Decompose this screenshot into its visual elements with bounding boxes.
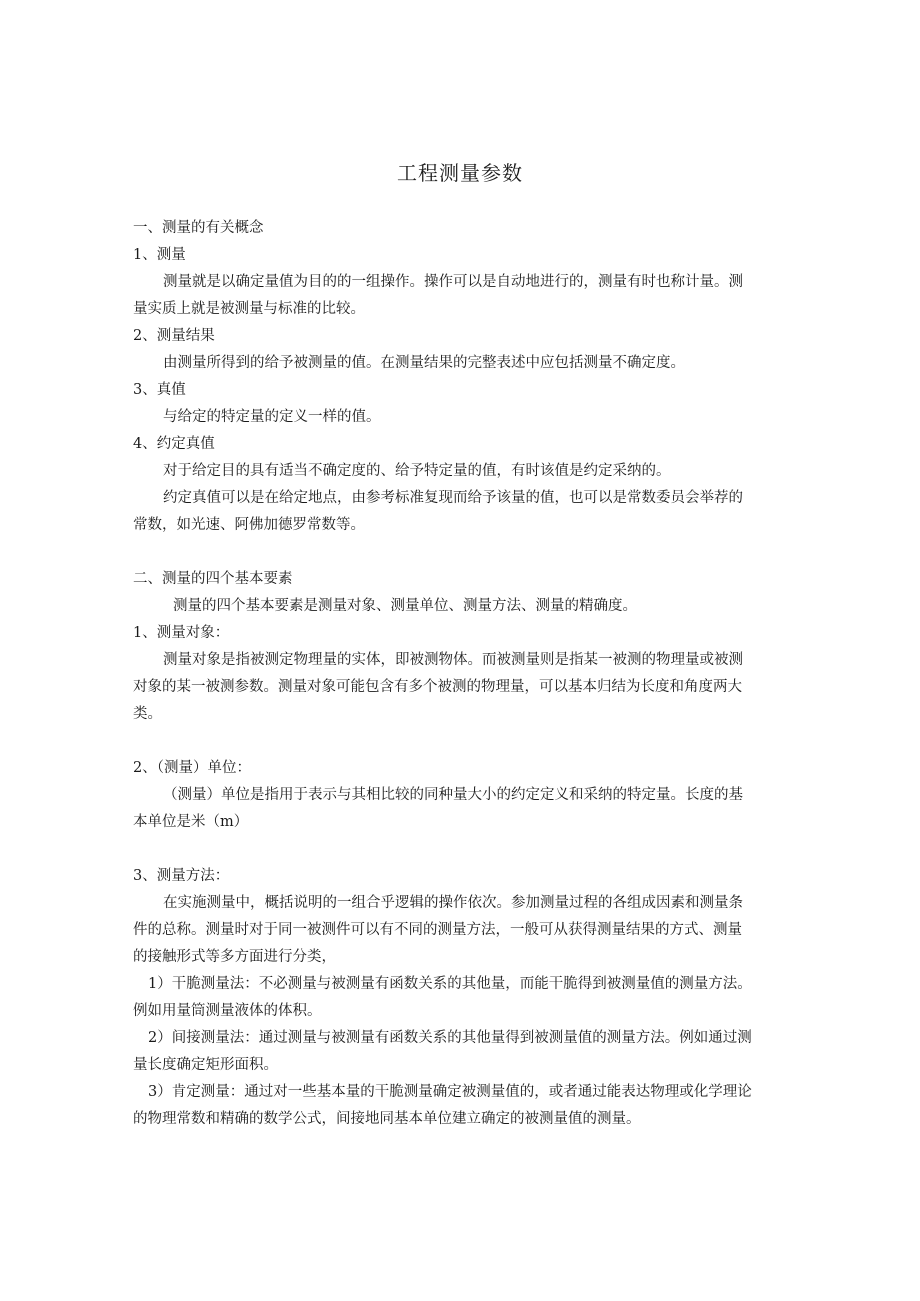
subsection-heading: 2、（测量）单位： — [133, 760, 251, 776]
paragraph-line: 量长度确定矩形面积。 — [133, 1057, 278, 1073]
paragraph-line: 由测量所得到的给予被测量的值。在测量结果的完整表述中应包括测量不确定度。 — [163, 355, 685, 371]
section-heading: 二、测量的四个基本要素 — [133, 571, 293, 587]
paragraph-line: 测量就是以确定量值为目的的一组操作。操作可以是自动地进行的，测量有时也称计量。测 — [163, 274, 743, 290]
paragraph-line: 在实施测量中，概括说明的一组合乎逻辑的操作依次。参加测量过程的各组成因素和测量条 — [163, 895, 743, 911]
list-item: 2）间接测量法：通过测量与被测量有函数关系的其他量得到被测量值的测量方法。例如通过测 — [148, 1030, 752, 1046]
paragraph-line: 对象的某一被测参数。测量对象可能包含有多个被测的物理量，可以基本归结为长度和角度两大 — [133, 679, 742, 695]
paragraph-line: 的物理常数和精确的数学公式，间接地同基本单位建立确定的被测量值的测量。 — [133, 1111, 641, 1127]
paragraph-line: 约定真值可以是在给定地点，由参考标准复现而给予该量的值，也可以是常数委员会举荐的 — [163, 490, 743, 506]
paragraph-line: 件的总称。测量时对于同一被测件可以有不同的测量方法，一般可从获得测量结果的方式、测量 — [133, 922, 742, 938]
paragraph-line: 的接触形式等多方面进行分类， — [133, 949, 336, 965]
paragraph-line: 对于给定目的具有适当不确定度的、给予特定量的值，有时该值是约定采纳的。 — [163, 463, 671, 479]
page-title: 工程测量参数 — [397, 161, 523, 185]
paragraph-line: 测量的四个基本要素是测量对象、测量单位、测量方法、测量的精确度。 — [173, 598, 637, 614]
paragraph-line: 与给定的特定量的定义一样的值。 — [163, 409, 381, 425]
paragraph-line: 量实质上就是被测量与标准的比较。 — [133, 301, 365, 317]
paragraph-line: 常数，如光速、阿佛加德罗常数等。 — [133, 517, 365, 533]
section-heading: 一、测量的有关概念 — [133, 220, 264, 236]
paragraph-line: （测量）单位是指用于表示与其相比较的同种量大小的约定定义和采纳的特定量。长度的基 — [163, 787, 743, 803]
subsection-heading: 3、测量方法： — [133, 868, 230, 884]
subsection-heading: 2、测量结果 — [133, 328, 215, 344]
subsection-heading: 1、测量对象： — [133, 625, 230, 641]
subsection-heading: 1、测量 — [133, 247, 186, 263]
paragraph-line: 本单位是米（m） — [133, 814, 249, 830]
list-item: 1）干脆测量法：不必测量与被测量有函数关系的其他量，而能干脆得到被测量值的测量方法。 — [148, 976, 752, 992]
paragraph-line: 类。 — [133, 706, 162, 722]
paragraph-line: 测量对象是指被测定物理量的实体，即被测物体。而被测量则是指某一被测的物理量或被测 — [163, 652, 743, 668]
subsection-heading: 3、真值 — [133, 382, 186, 398]
list-item: 3）肯定测量：通过对一些基本量的干脆测量确定被测量值的，或者通过能表达物理或化学理论 — [148, 1084, 752, 1100]
subsection-heading: 4、约定真值 — [133, 436, 215, 452]
paragraph-line: 例如用量筒测量液体的体积。 — [133, 1003, 322, 1019]
